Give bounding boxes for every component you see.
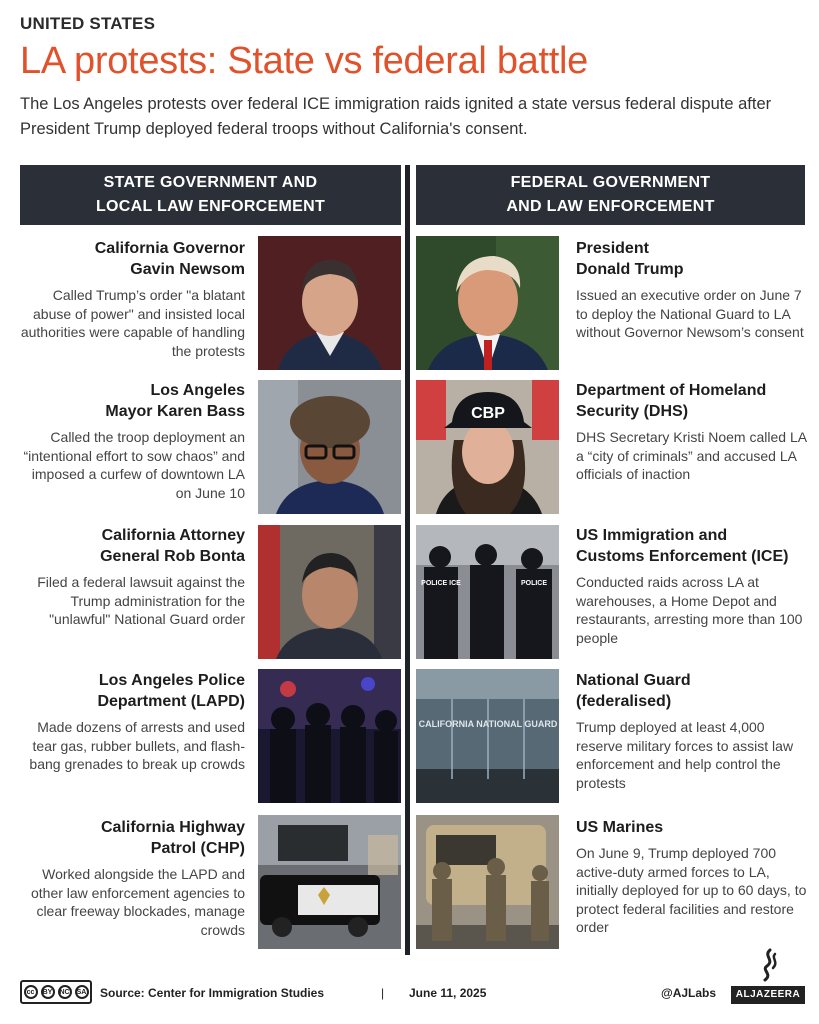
photo-noem [416,380,559,514]
photo-newsom [258,236,401,370]
entry-description: DHS Secretary Kristi Noem called LA a “city of criminals” and accused LA officials of inaction [576,429,807,482]
state-entry-bass [20,380,245,502]
cc-nc-icon: NC [58,985,72,999]
entry-description: Trump deployed at least 4,000 reserve military forces to assist law enforcement and help control the protests [576,719,794,791]
aljazeera-logo [731,948,805,1008]
column-divider [405,165,410,955]
cc-icon: cc [24,985,38,999]
entry-title: California Attorney General Rob Bonta [100,527,245,565]
state-entry-newsom [20,238,245,360]
photo-bass [258,380,401,514]
state-entry-chp [20,817,245,939]
photo-bonta [258,525,401,659]
entry-description: Conducted raids across LA at warehouses, a Home Depot and restaurants, arresting more than 100 people [576,574,803,646]
entry-title: President Donald Trump [576,240,684,278]
entry-title: National Guard (federalised) [576,672,691,710]
police-ice-vest-text: POLICE ICE [421,580,461,587]
photo-chp [258,815,401,949]
page-subtitle: The Los Angeles protests over federal ICE immigration raids ignited a state versus federal dispute after President Trump deployed federal troops without California's consent. [20,95,772,138]
source-credit: Source: Center for Immigration Studies [100,986,325,1000]
aljazeera-glyph-icon [753,948,787,982]
state-header-line1: STATE GOVERNMENT AND [103,174,318,191]
entry-description: Called the troop deployment an “intentional effort to sow chaos” and imposed a curfew of downtown LA on June 10 [23,429,245,501]
social-handle: @AJLabs [661,986,717,1000]
guard-shield-text: CALIFORNIA NATIONAL GUARD [418,719,558,729]
entry-description: Issued an executive order on June 7 to deploy the National Guard to LA without Governor Newsom’s consent [576,287,804,340]
entry-description: Filed a federal lawsuit against the Trump administration for the "unlawful" National Guard order [37,574,245,627]
creative-commons-badge [20,980,92,1004]
publish-date: June 11, 2025 [409,986,487,1000]
kicker: UNITED STATES [20,14,156,33]
photo-lapd [258,669,401,803]
police-vest-text: POLICE [520,580,548,587]
photo-trump [416,236,559,370]
footer-separator: | [381,986,385,1000]
state-header-line2: LOCAL LAW ENFORCEMENT [95,198,326,215]
entry-title: US Immigration and Customs Enforcement (ICE) [576,527,789,565]
federal-entry-ice [576,525,811,647]
state-column-header [20,165,401,225]
entry-title: US Marines [576,819,664,836]
federal-entry-trump [576,238,811,342]
photo-ice [416,525,559,659]
photo-national-guard [416,669,559,803]
federal-column-header [416,165,805,225]
state-entry-bonta [20,525,245,629]
cc-by-icon: BY [41,985,55,999]
page-title: LA protests: State vs federal battle [20,40,588,82]
entry-title: Los Angeles Police Department (LAPD) [97,672,245,710]
federal-header-line1: FEDERAL GOVERNMENT [510,174,711,191]
federal-header-line2: AND LAW ENFORCEMENT [506,198,715,215]
footer [20,978,805,1008]
cc-sa-icon: SA [75,985,89,999]
entry-description: Made dozens of arrests and used tear gas, rubber bullets, and flash-bang grenades to break up crowds [29,719,245,772]
state-entry-lapd [20,670,245,774]
entry-title: California Highway Patrol (CHP) [100,819,245,857]
entry-description: Worked alongside the LAPD and other law enforcement agencies to clear freeway blockades, manage crowds [30,866,245,938]
federal-entry-marines [576,817,811,937]
aljazeera-wordmark: ALJAZEERA [731,986,805,1004]
cbp-cap-text: CBP [471,405,505,422]
entry-description: Called Trump’s order "a blatant abuse of power" and insisted local authorities were capable of handling the protests [20,287,245,359]
federal-entry-national-guard [576,670,811,792]
entry-title: Department of Homeland Security (DHS) [576,382,767,420]
entry-description: On June 9, Trump deployed 700 active-duty armed forces to LA, initially deployed for up to 60 days, to protect federal facilities and restore order [576,845,807,935]
entry-title: Los Angeles Mayor Karen Bass [105,382,245,420]
federal-entry-dhs [576,380,811,484]
photo-marines [416,815,559,949]
entry-title: California Governor Gavin Newsom [94,240,245,278]
